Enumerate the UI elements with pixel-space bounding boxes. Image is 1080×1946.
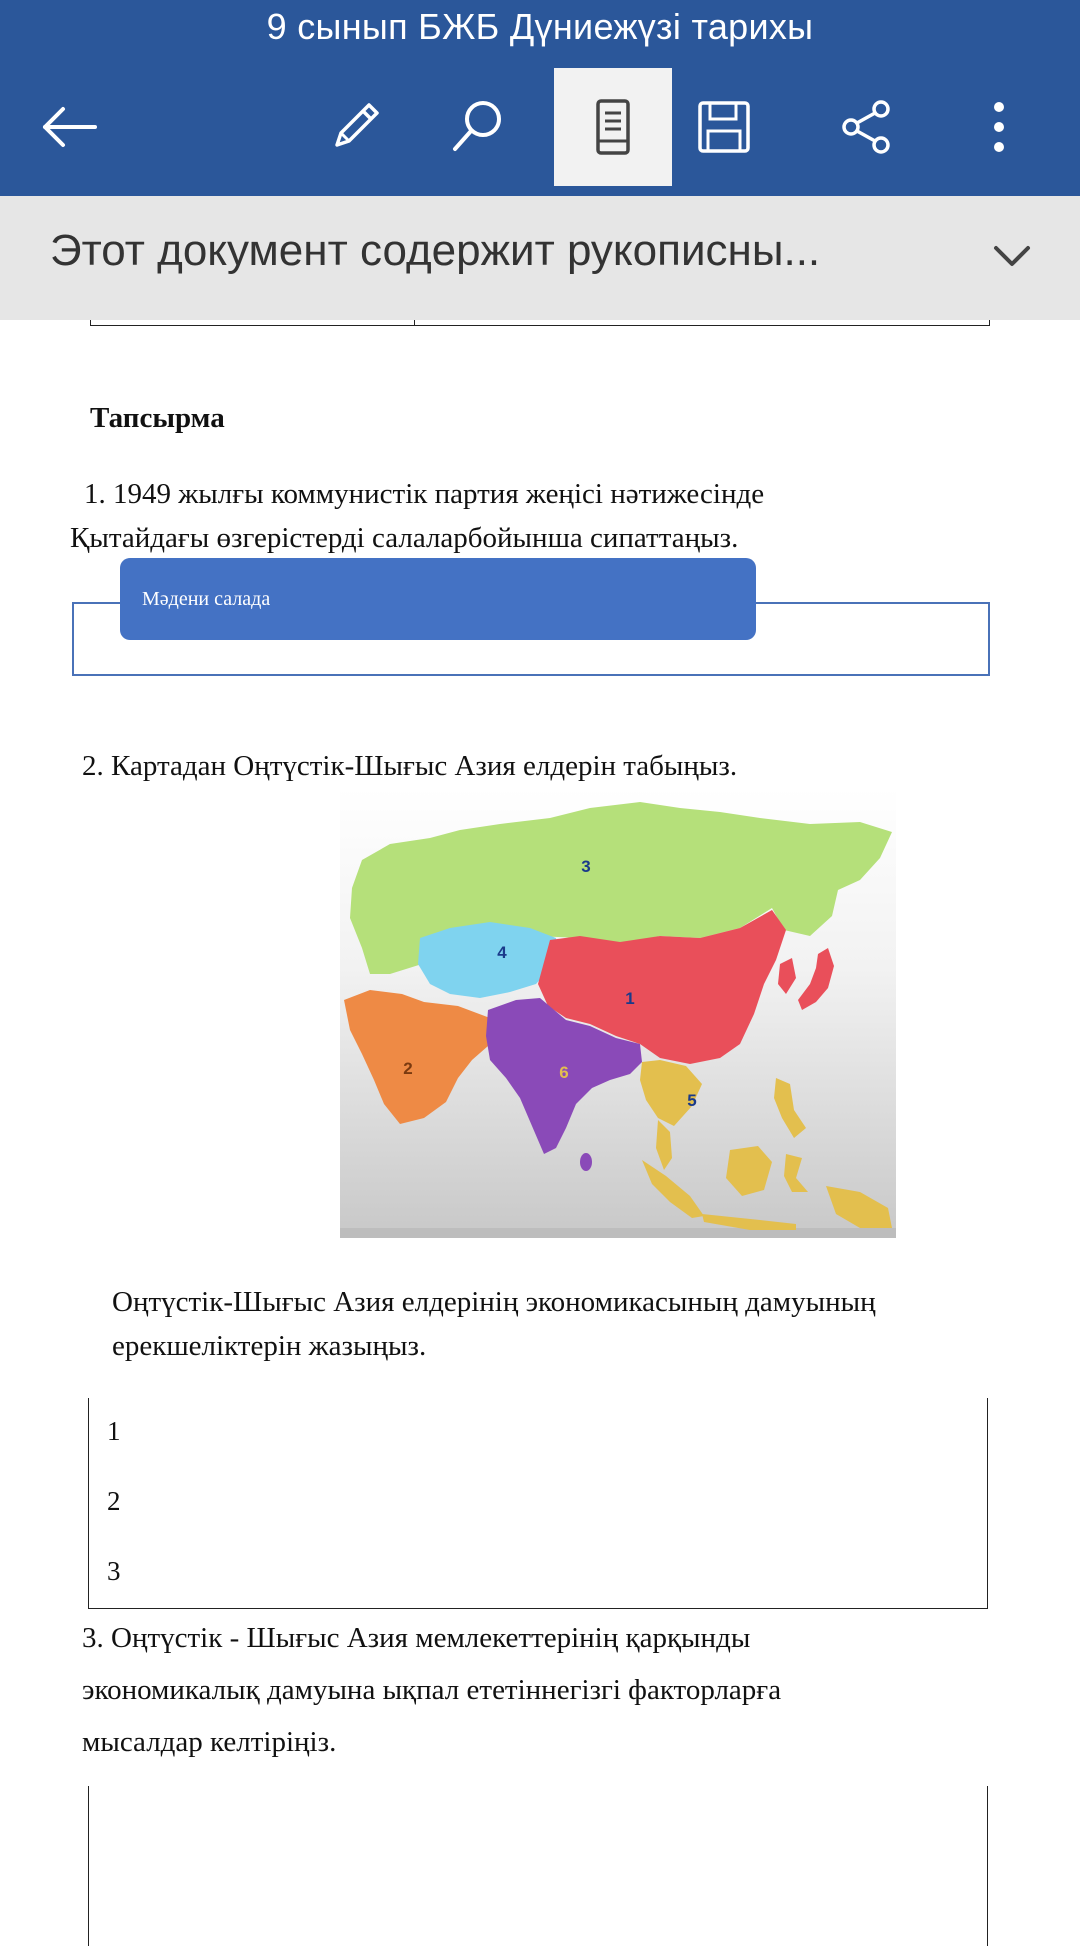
app-header (0, 0, 1080, 196)
map-label-1: 1 (625, 989, 635, 1008)
save-button[interactable] (665, 68, 783, 186)
table-row[interactable] (89, 1468, 987, 1538)
mobile-view-button[interactable] (554, 68, 672, 186)
row-number: 2 (107, 1486, 121, 1516)
back-arrow-icon (37, 95, 101, 159)
cultural-sphere-label: Мәдени салада (120, 558, 756, 640)
mobile-view-icon (581, 95, 645, 159)
search-button[interactable] (418, 68, 536, 186)
edit-button[interactable] (296, 68, 414, 186)
document-title: 9 сынып БЖБ Дүниежүзі тарихы (266, 6, 814, 47)
chevron-down-icon[interactable] (982, 228, 1042, 288)
row-number: 1 (107, 1416, 121, 1446)
more-options-icon (967, 95, 1031, 159)
question-3-line-1: 3. Оңтүстік - Шығыс Азия мемлекеттерінің қарқынды (82, 1622, 751, 1654)
question-1-line-1: 1. 1949 жылғы коммунистік партия жеңісі нәтижесінде (84, 478, 765, 510)
previous-table-divider (414, 320, 415, 325)
table-row[interactable] (89, 1398, 987, 1468)
back-button[interactable] (10, 68, 128, 186)
document-page (0, 320, 1080, 1946)
question-2-subtext-line-1: Оңтүстік-Шығыс Азия елдерінің экономикасының дамуының (112, 1286, 876, 1318)
handwriting-notice-bar[interactable] (0, 196, 1080, 320)
question-2-subtext-line-2: ерекшеліктерін жазыңыз. (112, 1330, 427, 1362)
pencil-edit-icon (323, 95, 387, 159)
map-label-3: 3 (581, 857, 591, 876)
save-icon (692, 95, 756, 159)
answer-box-q3[interactable] (88, 1786, 988, 1946)
question-2-text: 2. Картадан Оңтүстік-Шығыс Азия елдерін табыңыз. (82, 750, 738, 782)
notice-text: Этот документ содержит рукописны... (50, 226, 821, 275)
task-heading: Тапсырма (90, 402, 225, 434)
table-row[interactable] (89, 1538, 987, 1608)
map-label-5: 5 (687, 1091, 697, 1110)
map-region-sri-lanka (580, 1153, 592, 1171)
previous-table-edge (90, 320, 990, 326)
asia-map-image (340, 788, 896, 1238)
share-button[interactable] (808, 68, 926, 186)
question-1-line-2: Қытайдағы өзгерістерді салаларбойынша сипаттаңыз. (70, 522, 739, 554)
map-bottom-strip (340, 1228, 896, 1238)
question-3-line-3: мысалдар келтіріңіз. (82, 1726, 337, 1758)
question-3-line-2: экономикалық дамуына ықпал ететіннегізгі факторларға (82, 1674, 782, 1706)
row-number: 3 (107, 1556, 121, 1586)
answer-table-q2 (88, 1398, 988, 1609)
more-options-button[interactable] (940, 68, 1058, 186)
share-icon (835, 95, 899, 159)
search-icon (445, 95, 509, 159)
map-label-2: 2 (403, 1059, 413, 1078)
map-label-6: 6 (559, 1063, 569, 1082)
map-label-4: 4 (497, 943, 507, 962)
